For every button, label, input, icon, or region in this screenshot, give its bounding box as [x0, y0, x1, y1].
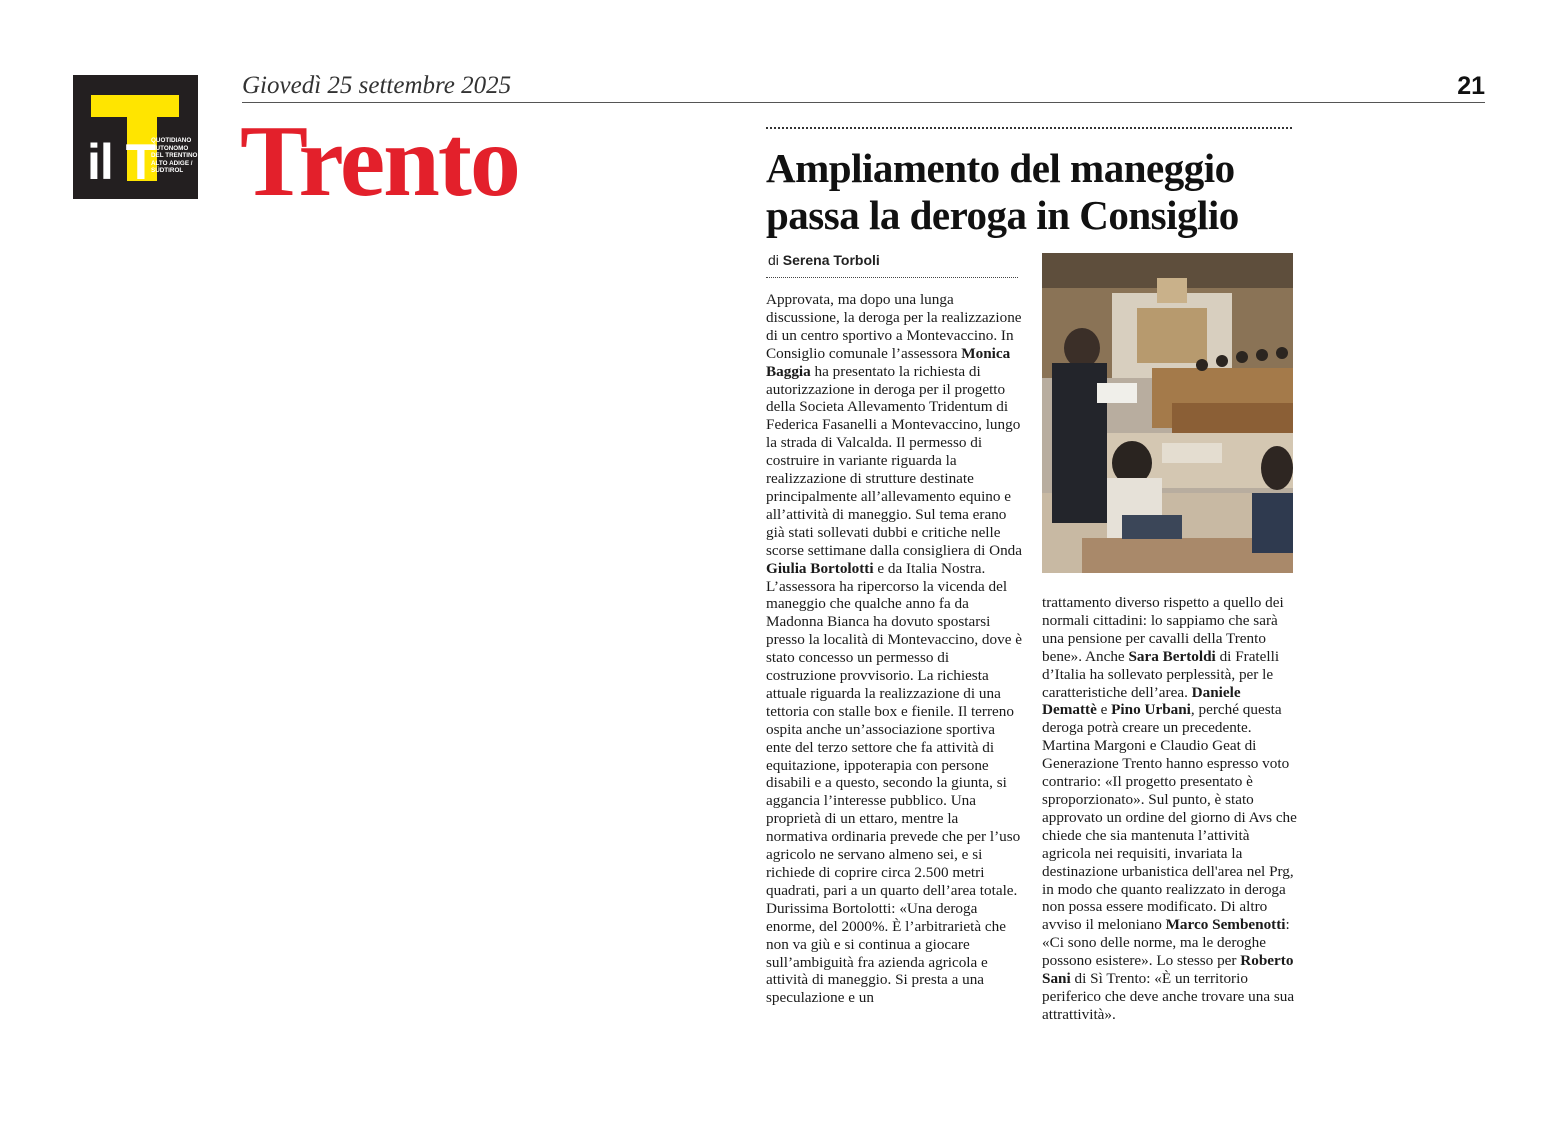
- person-name: Pino Urbani: [1111, 701, 1191, 719]
- person-name: Monica Baggia: [766, 344, 1011, 380]
- page-number: 21: [1457, 72, 1485, 100]
- article-paragraph: Approvata, ma dopo una lunga discussione, la deroga per la realizzazione di un centro sportivo a Montevaccino. In Consiglio comunale l’assessora Monica Baggia ha presentato la richiesta di autorizzazione in deroga per il progetto della Societa Allevamento Tridentum di Federica Fasanelli a Montevaccino, lungo la strada di Valcalda. Il permesso di costruire in variante riguarda la realizzazione di strutture destinate principalmente all’allevamento equino e all’attività di maneggio. Sul tema erano già stati sollevati dubbi e critiche nelle scorse settimane dalla consigliera di Onda Giulia Bortolotti e da Italia Nostra. L’assessora ha ripercorso la vicenda del maneggio che qualche anno fa da Madonna Bianca ha dovuto spostarsi presso la località di Montevaccino, dove è stato concesso un permesso di costruzione provvisorio. La richiesta attuale riguarda la realizzazione di una tettoria con stalle box e fienile. Il terreno ospita anche un’associazione sportiva ente del terzo settore che fa attività di equitazione, ippoterapia con persone disabili e a questo, secondo la giunta, si aggancia l’interesse pubblico. Una proprietà di un ettaro, mentre la normativa ordinaria prevede che per l’uso agricolo ne servano almeno sei, e si richiede di coprire circa 2.500 metri quadrati, pari a un quarto dell’area totale. Durissima Bortolotti: «Una deroga enorme, del 2000%. È l’arbitrarietà che non va giù e si continua a giocare sull’ambiguità fra azienda agricola e attività di maneggio. Si presta a una speculazione e un: [766, 291, 1022, 1007]
- person-name: Marco Sembenotti: [1165, 916, 1286, 934]
- person-name: Daniele Demattè: [1042, 683, 1241, 719]
- byline-prefix: di: [768, 252, 779, 268]
- council-chamber-photo: [1042, 253, 1293, 573]
- person-name: Roberto Sani: [1042, 952, 1294, 988]
- article-top-rule: [766, 127, 1292, 129]
- person-name: Sara Bertoldi: [1128, 647, 1216, 665]
- logo-tagline: QUOTIDIANO AUTONOMO DEL TRENTINO ALTO ADIGE / SÜDTIROL: [151, 137, 198, 175]
- author-name: Serena Torboli: [782, 252, 880, 268]
- article-headline: Ampliamento del maneggio passa la deroga in Consiglio: [766, 145, 1239, 238]
- person-name: Giulia Bortolotti: [766, 559, 874, 577]
- article-column-1: [766, 291, 1022, 1007]
- byline: [768, 252, 880, 268]
- article-column-2: [1042, 594, 1298, 1024]
- article-paragraph: trattamento diverso rispetto a quello dei normali cittadini: lo sappiamo che sarà una pensione per cavalli della Trento bene». Anche Sara Bertoldi di Fratelli d’Italia ha sollevato perplessità, per le caratteristiche dell’area. Daniele Demattè e Pino Urbani, perché questa deroga potrà creare un precedente. Martina Margoni e Claudio Geat di Generazione Trento hanno espresso voto contrario: «Il progetto presentato è sproporzionato». Sul punto, è stato approvato un ordine del giorno di Avs che chiede che sia mantenuta l’attività agricola nei requisiti, invariata la destinazione urbanistica dell'area nel Prg, in modo che quanto realizzato in deroga non possa essere modificato. Di altro avviso il meloniano Marco Sembenotti: «Ci sono delle norme, ma le deroghe possono esistere». Lo stesso per Roberto Sani di Sì Trento: «È un territorio periferico che deve anche trovare una sua attrattività».: [1042, 594, 1297, 1023]
- header-rule: [242, 102, 1485, 103]
- byline-rule: [766, 277, 1018, 278]
- issue-date: Giovedì 25 settembre 2025: [242, 72, 512, 99]
- newspaper-logo: [73, 75, 198, 199]
- logo-text: il T: [87, 134, 156, 190]
- section-title: Trento: [240, 105, 519, 218]
